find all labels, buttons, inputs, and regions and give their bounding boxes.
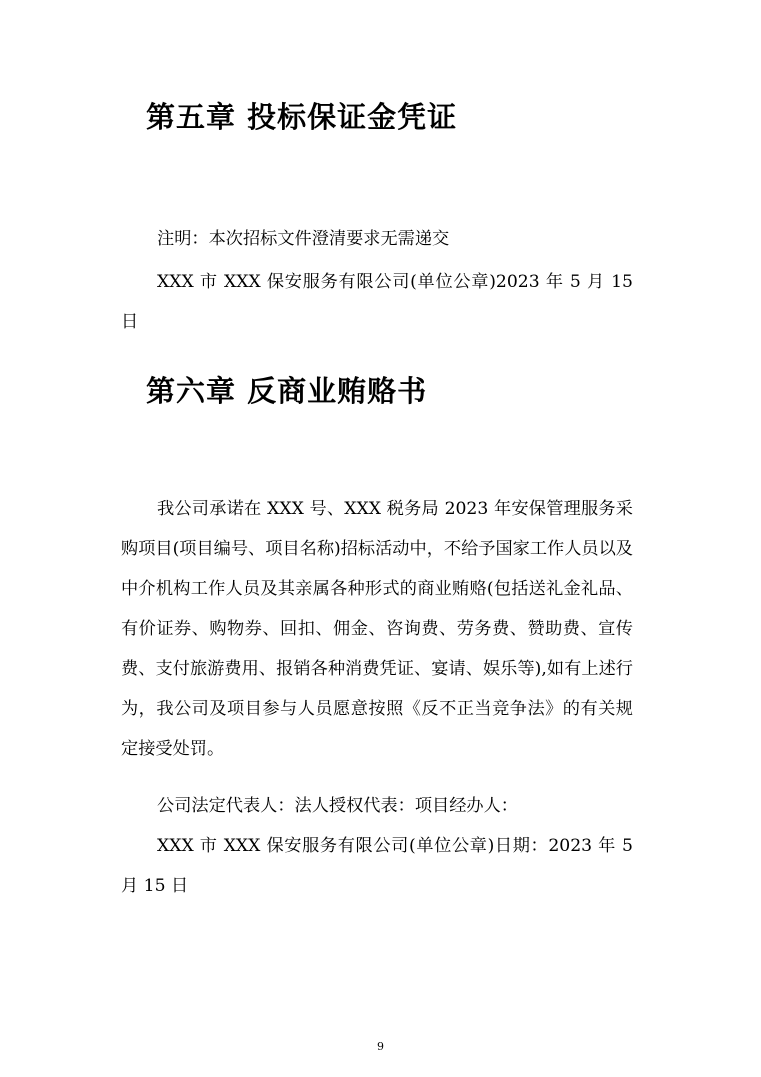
chapter-5-signature: XXX 市 XXX 保安服务有限公司(单位公章)2023 年 5 月 15 日 bbox=[121, 272, 633, 332]
chapter-6-signature: XXX 市 XXX 保安服务有限公司(单位公章)日期：2023 年 5 月 15 日 bbox=[121, 836, 633, 896]
chapter-6-pledge: 我公司承诺在 XXX 号、XXX 税务局 2023 年安保管理服务采购项目(项目编号、项目名称)招标活动中，不给予国家工作人员以及中介机构工作人员及其亲属各种形式的商业贿赂(包括送礼金礼品、有价证券、购物券、回扣、佣金、咨询费、劳务费、赞助费、宣传费、支付旅游费用、报销各种消费凭证、宴请、娱乐等),如有上述行为，我公司及项目参与人员愿意按照《反不正当竞争法》的有关规定接受处罚。 bbox=[121, 499, 633, 759]
chapter-6-title: 第六章 反商业贿赂书 bbox=[146, 374, 428, 408]
chapter-5-note: 注明：本次招标文件澄清要求无需递交 bbox=[157, 229, 450, 249]
chapter-5-title: 第五章 投标保证金凭证 bbox=[146, 100, 458, 134]
chapter-6-signers: 公司法定代表人：法人授权代表：项目经办人： bbox=[157, 796, 518, 816]
page-number: 9 bbox=[377, 1040, 384, 1053]
